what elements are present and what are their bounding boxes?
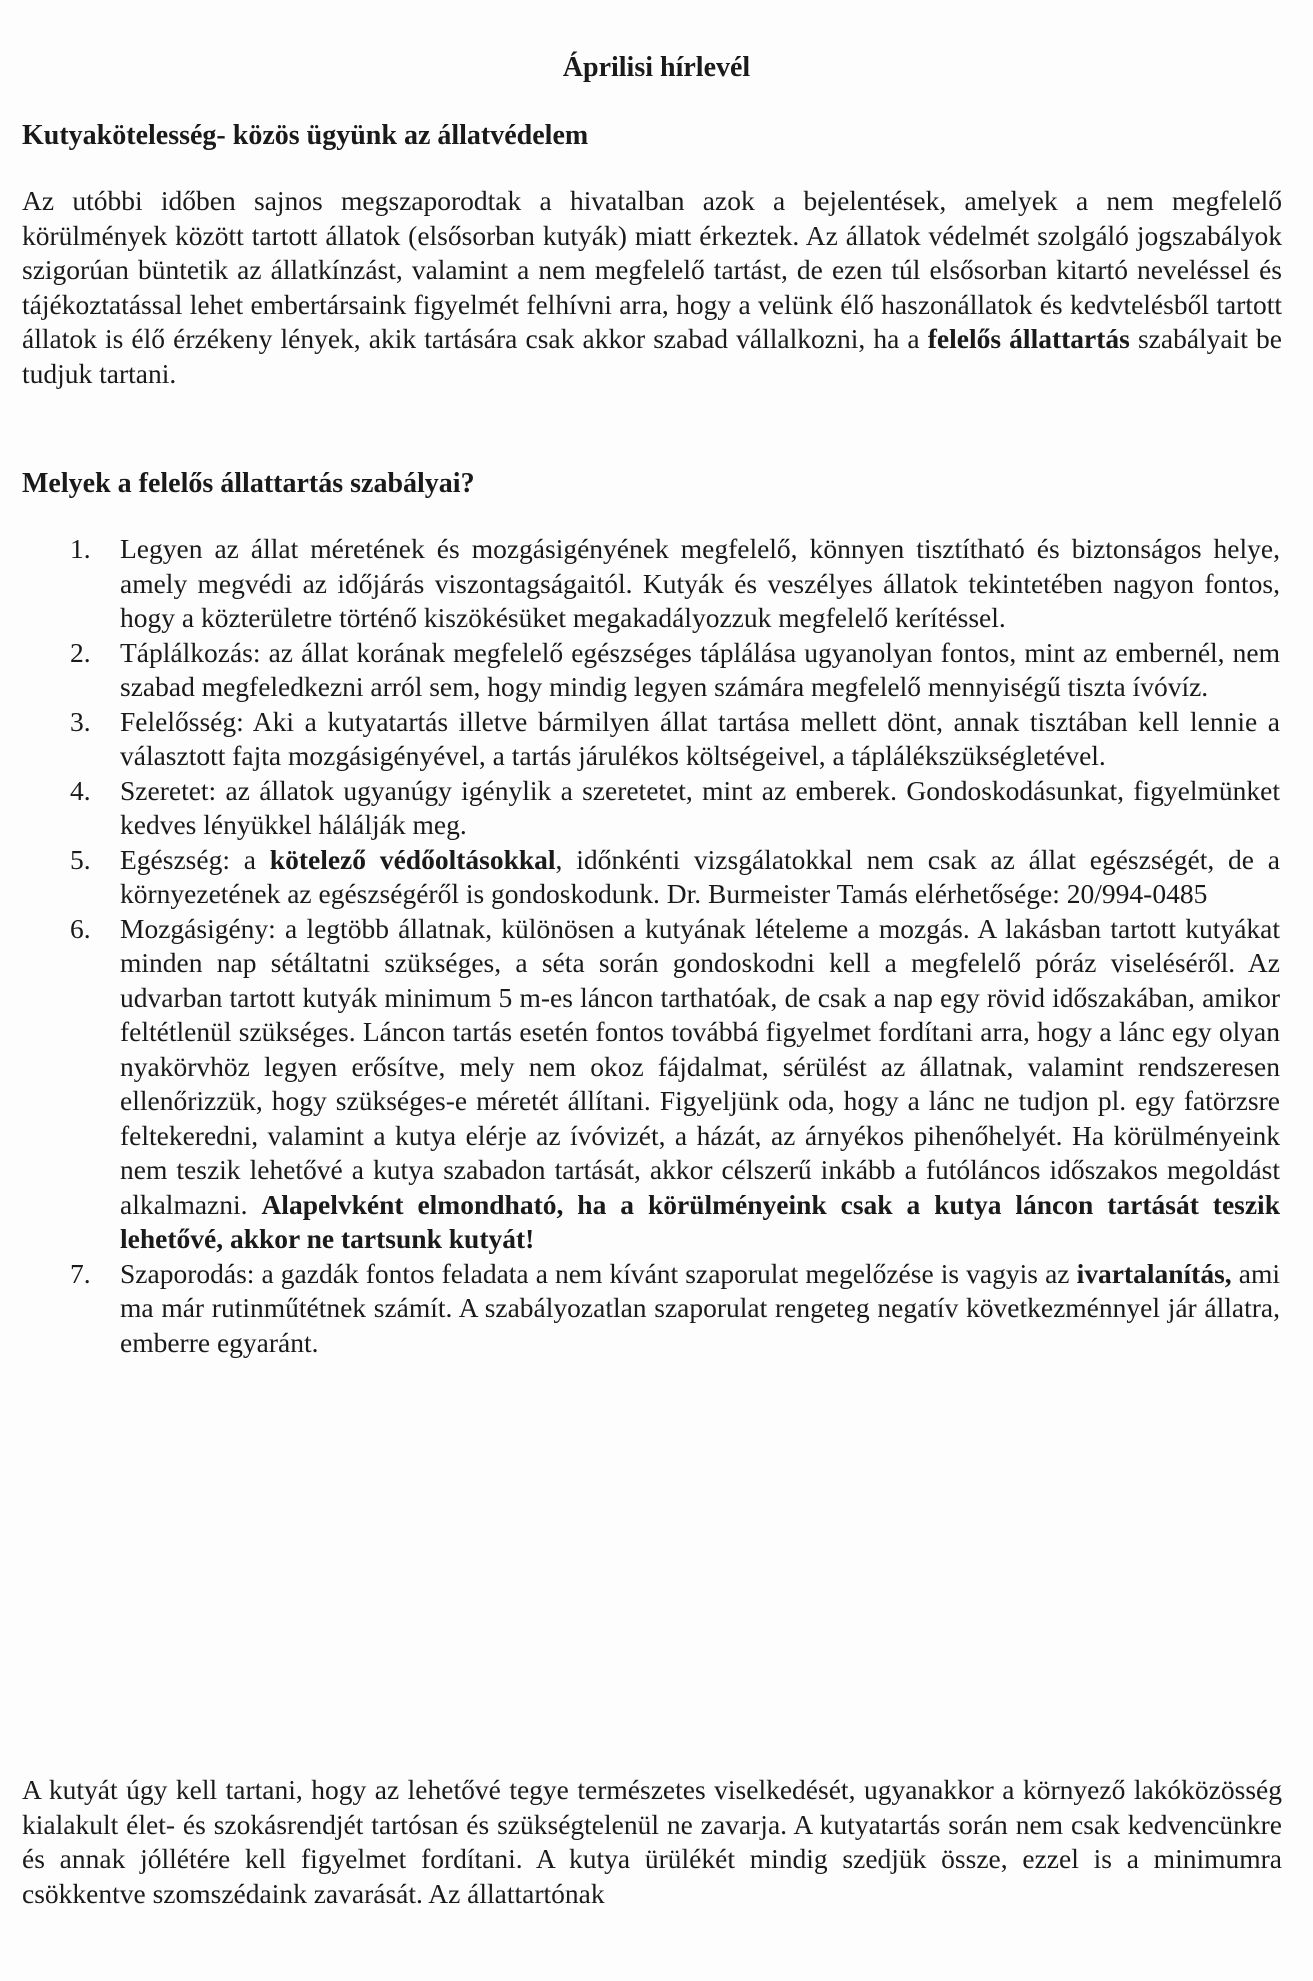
- section-heading: Kutyakötelesség- közös ügyünk az állatvédelem: [22, 120, 589, 151]
- rule-number: 3.: [70, 705, 91, 737]
- rule-bold-text: kötelező védőoltásokkal: [269, 843, 556, 875]
- closing-paragraph: A kutyát úgy kell tartani, hogy az lehetővé tegye természetes viselkedését, ugyanakkor a környező lakóközösség kialakult élet- és szokásrendjét tartósan és szükségtelenül ne zavarja. A kutyatartás során nem csak kedvencünkre és annak jóllétére kell figyelmet fordítani. A kutya ürülékét mindig szedjük össze, ezzel is a minimumra csökkentve szomszédaink zavarását. Az állattartónak: [22, 1774, 1282, 1909]
- rule-text-start: Egészség: a: [120, 843, 270, 875]
- rules-heading: Melyek a felelős állattartás szabályai?: [22, 468, 475, 499]
- rule-text: Legyen az állat méretének és mozgásigényének megfelelő, könnyen tisztítható és biztonságos helye, amely megvédi az időjárás viszontagságaitól. Kutyák és veszélyes állatok tekintetében nagyon fontos, hogy a közterületre történő kiszökésüket megakadályozzuk megfelelő kerítéssel.: [120, 533, 1280, 633]
- rule-text-start: Mozgásigény: a legtöbb állatnak, különösen a kutyának lételeme a mozgás. A lakásban tartott kutyákat minden nap sétáltatni szükséges, a séta során gondoskodni kell a megfelelő póráz viseléséről. Az udvarban tartott kutyák minimum 5 m-es láncon tarthatóak, de csak a nap egy rövid időszakában, amikor feltétlenül szükséges. Láncon tartás esetén fontos továbbá figyelmet fordítani arra, hogy a lánc egy olyan nyakörvhöz legyen erősítve, mely nem okoz fájdalmat, sérülést az állatnak, valamint rendszeresen ellenőrizzük, hogy szükséges-e méretét állítani. Figyeljünk oda, hogy a lánc ne tudjon pl. egy fatörzsre feltekeredni, valamint a kutya elérje az ívóvizét, a házát, az árnyékos pihenőhelyét. Ha körülményeink nem teszik lehetővé a kutya szabadon tartását, akkor célszerű inkább a futóláncos időszakos megoldást alkalmazni.: [120, 912, 1280, 1220]
- rule-text: Táplálkozás: az állat korának megfelelő egészséges táplálása ugyanolyan fontos, mint az embernél, nem szabad megfeledkezni arról sem, hogy mindig legyen számára megfelelő mennyiségű tiszta ívóvíz.: [120, 636, 1280, 702]
- rule-text-end: ami ma már rutinműtétnek számít. A szabályozatlan szaporulat rengeteg negatív következménnyel jár állatra, emberre egyaránt.: [120, 1257, 1280, 1358]
- intro-text-end: szabályait be tudjuk tartani.: [22, 323, 1282, 389]
- rule-number: 2.: [70, 636, 91, 668]
- document-title: Áprilisi hírlevél: [562, 52, 751, 83]
- rule-item: [0, 843, 1280, 912]
- intro-bold-text: felelős állattartás: [927, 323, 1130, 354]
- rule-item: [0, 532, 1280, 636]
- rule-text: Felelősség: Aki a kutyatartás illetve bármilyen állat tartása mellett dönt, annak tisztában kell lennie a választott fajta mozgásigényével, a tartás járulékos költségeivel, a táplálékszükségletével.: [120, 705, 1280, 771]
- rule-bold-text: Alapelvként elmondható, ha a körülményeink csak a kutya láncon tartását teszik lehetővé, akkor ne tartsunk kutyát!: [120, 1188, 1280, 1254]
- rule-item: [0, 1257, 1280, 1361]
- rule-item: [0, 774, 1280, 843]
- rule-item: [0, 912, 1280, 1257]
- rule-text: [120, 912, 1280, 1257]
- rule-text: [120, 843, 1280, 912]
- rule-text: [120, 1257, 1280, 1361]
- rule-number: 5.: [70, 843, 91, 875]
- rule-text-end: , időnkénti vizsgálatokkal nem csak az állat egészségét, de a környezetének az egészségéről is gondoskodunk. Dr. Burmeister Tamás elérhetősége: 20/994-0485: [120, 843, 1280, 909]
- rule-text: Szeretet: az állatok ugyanúgy igénylik a szeretetet, mint az emberek. Gondoskodásunkat, figyelmünket kedves lényükkel hálálják meg.: [120, 774, 1280, 840]
- rule-number: 1.: [70, 533, 91, 564]
- rule-number: 6.: [70, 912, 91, 944]
- rule-text-start: Szaporodás: a gazdák fontos feladata a nem kívánt szaporulat megelőzése is vagyis az: [120, 1257, 1077, 1289]
- rule-number: 7.: [70, 1257, 91, 1289]
- intro-paragraph: [22, 184, 1282, 391]
- rule-bold-text: ivartalanítás,: [1076, 1257, 1232, 1289]
- intro-text: Az utóbbi időben sajnos megszaporodtak a hivatalban azok a bejelentések, amelyek a nem megfelelő körülmények között tartott állatok (elsősorban kutyák) miatt érkeztek. Az állatok védelmét szolgáló jogszabályok szigorúan büntetik az állatkínzást, valamint a nem megfelelő tartást, de ezen túl elsősorban kitartó neveléssel és tájékoztatással lehet embertársaink figyelmét felhívni arra, hogy a velünk élő haszonállatok és kedvtelésből tartott állatok is élő érzékeny lények, akik tartására csak akkor szabad vállalkozni, ha a: [22, 185, 1282, 354]
- rule-item: [0, 636, 1280, 705]
- rules-list: [0, 532, 1313, 1360]
- rule-number: 4.: [70, 774, 91, 806]
- rule-item: [0, 705, 1280, 774]
